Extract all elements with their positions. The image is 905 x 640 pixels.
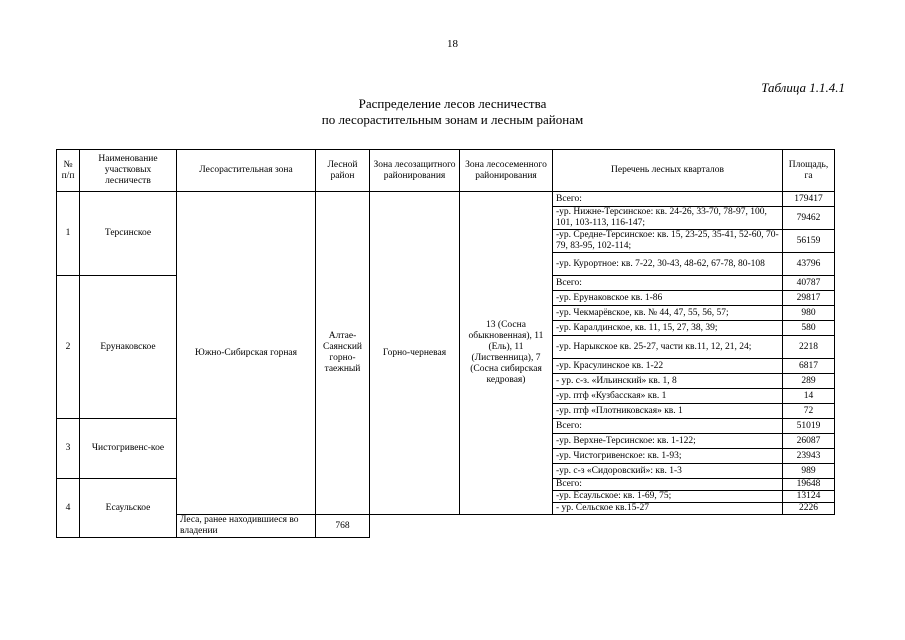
group-name: Терсинское (80, 192, 177, 276)
row-text: - ур. с-з. «Ильинский» кв. 1, 8 (553, 374, 783, 389)
row-area: 289 (783, 374, 835, 389)
row-text: -ур. Ерунаковское кв. 1-86 (553, 291, 783, 306)
table-header-row (57, 150, 835, 192)
row-area: 72 (783, 404, 835, 419)
forest-distribution-table (56, 149, 835, 538)
row-text: -ур. с-з «Сидоровский»: кв. 1-3 (553, 464, 783, 479)
row-area: 13124 (783, 491, 835, 503)
group-name: Чистогривенс-кое (80, 419, 177, 479)
row-area: 29817 (783, 291, 835, 306)
common-region: Алтае-Саянский горно-таежный (316, 192, 370, 515)
row-text: -ур. Есаульское: кв. 1-69, 75; (553, 491, 783, 503)
header-area: Площадь, га (783, 150, 835, 192)
group-name: Есаульское (80, 479, 177, 538)
row-area: 179417 (783, 192, 835, 207)
row-area: 51019 (783, 419, 835, 434)
row-text: Леса, ранее находившиеся во владении (177, 515, 316, 538)
group-num: 4 (57, 479, 80, 538)
row-text: Всего: (553, 479, 783, 491)
row-area: 26087 (783, 434, 835, 449)
header-seed: Зона лесосеменного районирования (460, 150, 553, 192)
common-protect: Горно-черневая (370, 192, 460, 515)
table-title (0, 96, 905, 128)
group-num: 1 (57, 192, 80, 276)
table-id: Таблица 1.1.4.1 (761, 80, 845, 95)
row-text: -ур. Каралдинское, кв. 11, 15, 27, 38, 39; (553, 321, 783, 336)
row-text: -ур. Средне-Терсинское: кв. 15, 23-25, 35-41, 52-60, 70-79, 83-95, 102-114; (553, 230, 783, 253)
row-area: 2218 (783, 336, 835, 359)
row-area: 79462 (783, 207, 835, 230)
title-line-2: по лесорастительным зонам и лесным районам (321, 112, 584, 127)
row-text: -ур. Нарыкское кв. 25-27, части кв.11, 12, 21, 24; (553, 336, 783, 359)
header-name: Наименование участковых лесничеств (80, 150, 177, 192)
page-number: 18 (447, 38, 458, 50)
header-zone: Лесорастительная зона (177, 150, 316, 192)
row-text: Всего: (553, 419, 783, 434)
row-text: - ур. Сельское кв.15-27 (553, 503, 783, 515)
header-region: Лесной район (316, 150, 370, 192)
group-num: 2 (57, 276, 80, 419)
row-text: -ур. птф «Плотниковская» кв. 1 (553, 404, 783, 419)
table-row (57, 192, 835, 207)
row-text: Всего: (553, 276, 783, 291)
row-text: -ур. Курортное: кв. 7-22, 30-43, 48-62, 67-78, 80-108 (553, 253, 783, 276)
title-line-1: Распределение лесов лесничества (358, 96, 547, 111)
row-area: 43796 (783, 253, 835, 276)
row-area: 6817 (783, 359, 835, 374)
header-protect: Зона лесозащитного районирования (370, 150, 460, 192)
row-text: -ур. Чистогривенское: кв. 1-93; (553, 449, 783, 464)
header-num: № п/п (57, 150, 80, 192)
row-area: 23943 (783, 449, 835, 464)
group-name: Ерунаковское (80, 276, 177, 419)
row-text: -ур. Верхне-Терсинское: кв. 1-122; (553, 434, 783, 449)
row-area: 980 (783, 306, 835, 321)
common-zone: Южно-Сибирская горная (177, 192, 316, 515)
row-area: 14 (783, 389, 835, 404)
row-area: 19648 (783, 479, 835, 491)
row-area: 56159 (783, 230, 835, 253)
row-area: 989 (783, 464, 835, 479)
row-text: -ур. птф «Кузбасская» кв. 1 (553, 389, 783, 404)
common-seed: 13 (Сосна обыкновенная), 11 (Ель), 11 (Лиственница), 7 (Сосна сибирская кедровая) (460, 192, 553, 515)
row-text: Всего: (553, 192, 783, 207)
row-text: -ур. Нижне-Терсинское: кв. 24-26, 33-70, 78-97, 100, 101, 103-113, 116-147; (553, 207, 783, 230)
row-text: -ур. Чекмарёвское, кв. № 44, 47, 55, 56, 57; (553, 306, 783, 321)
row-area: 2226 (783, 503, 835, 515)
row-text: -ур. Красулинское кв. 1-22 (553, 359, 783, 374)
group-num: 3 (57, 419, 80, 479)
row-area: 580 (783, 321, 835, 336)
row-area: 40787 (783, 276, 835, 291)
row-area: 768 (316, 515, 370, 538)
header-list: Перечень лесных кварталов (553, 150, 783, 192)
